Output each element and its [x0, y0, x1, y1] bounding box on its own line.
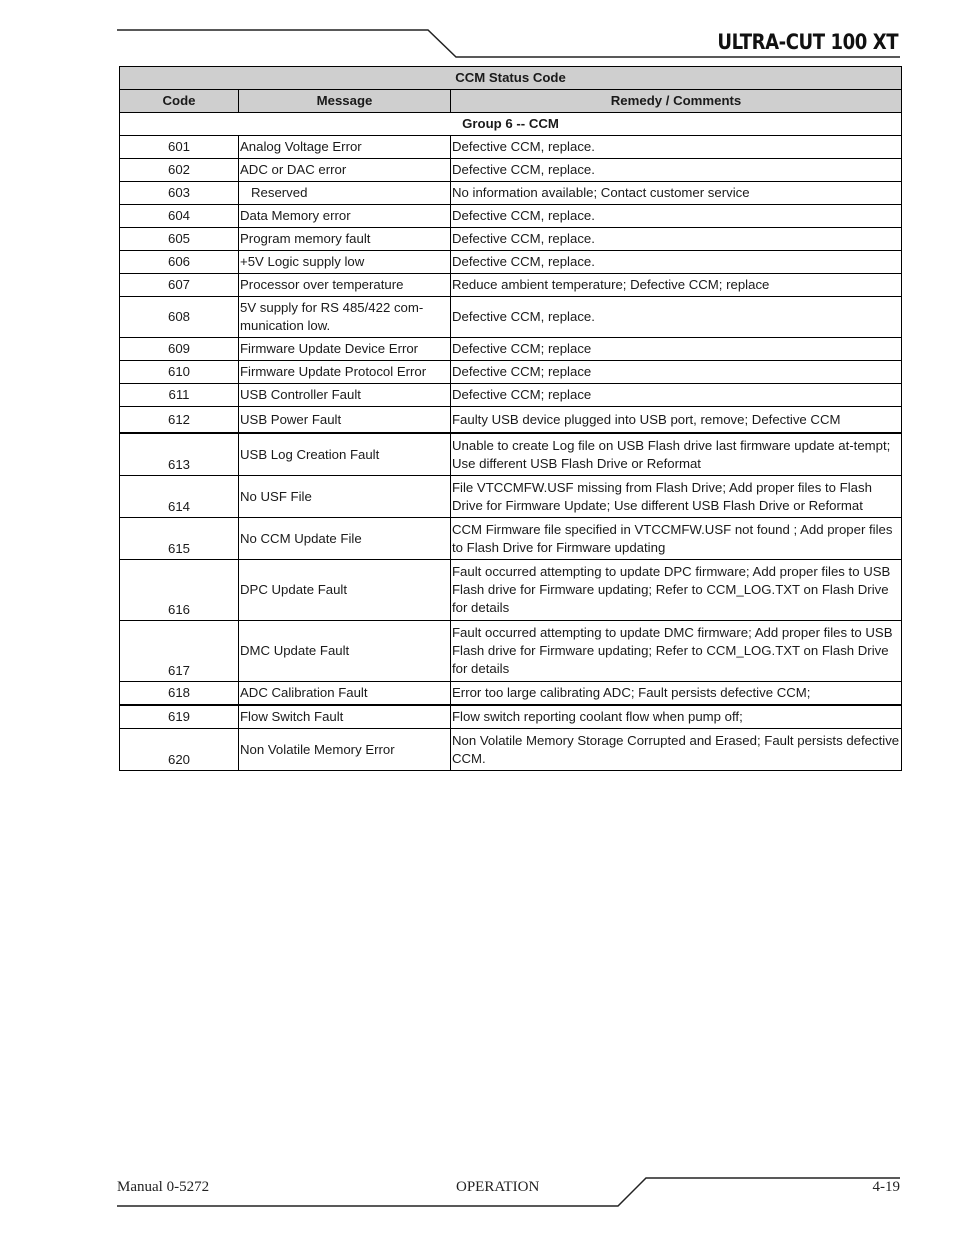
column-header-remedy: Remedy / Comments — [451, 90, 902, 113]
message-cell: ADC or DAC error — [239, 159, 451, 182]
code-cell: 605 — [120, 228, 239, 251]
message-cell: Processor over temperature — [239, 274, 451, 297]
group-label: Group 6 -- CCM — [120, 113, 902, 136]
table-row — [120, 705, 902, 729]
remedy-cell: Fault occurred attempting to update DMC firmware; Add proper files to USB Flash drive for Firmware updating; Refer to CCM_LOG.TXT on Flash Drive for details — [451, 621, 902, 682]
remedy-cell: Faulty USB device plugged into USB port, remove; Defective CCM — [451, 407, 902, 434]
code-cell: 616 — [120, 560, 239, 621]
remedy-cell: Defective CCM; replace — [451, 384, 902, 407]
remedy-cell: Error too large calibrating ADC; Fault persists defective CCM; — [451, 682, 902, 706]
product-title: ULTRA-CUT 100 XT — [717, 30, 898, 54]
table-row — [120, 433, 902, 476]
remedy-cell: Defective CCM; replace — [451, 338, 902, 361]
remedy-cell: Defective CCM, replace. — [451, 251, 902, 274]
manual-number: Manual 0-5272 — [117, 1179, 210, 1195]
code-cell: 612 — [120, 407, 239, 434]
message-cell: Reserved — [239, 182, 451, 205]
code-cell: 609 — [120, 338, 239, 361]
code-cell: 603 — [120, 182, 239, 205]
table-row — [120, 560, 902, 621]
message-cell: Analog Voltage Error — [239, 136, 451, 159]
message-cell: USB Controller Fault — [239, 384, 451, 407]
remedy-cell: CCM Firmware file specified in VTCCMFW.USF not found ; Add proper files to Flash Drive for Firmware updating — [451, 518, 902, 560]
remedy-cell: Defective CCM, replace. — [451, 136, 902, 159]
column-header-message: Message — [239, 90, 451, 113]
table-row — [120, 476, 902, 518]
table-row — [120, 361, 902, 384]
table-row — [120, 136, 902, 159]
remedy-cell: Fault occurred attempting to update DPC firmware; Add proper files to USB Flash drive for Firmware updating; Refer to CCM_LOG.TXT on Flash Drive for details — [451, 560, 902, 621]
table-row — [120, 682, 902, 706]
table-row — [120, 621, 902, 682]
table-title: CCM Status Code — [120, 67, 902, 90]
remedy-cell: Defective CCM; replace — [451, 361, 902, 384]
code-cell: 619 — [120, 705, 239, 729]
code-cell: 613 — [120, 433, 239, 476]
table-row — [120, 297, 902, 338]
remedy-cell: File VTCCMFW.USF missing from Flash Drive; Add proper files to Flash Drive for Firmware Update; Use different USB Flash Drive or Reformat — [451, 476, 902, 518]
remedy-cell: Defective CCM, replace. — [451, 228, 902, 251]
group-row — [120, 113, 902, 136]
message-cell: Firmware Update Device Error — [239, 338, 451, 361]
table-row — [120, 205, 902, 228]
page-number: 4-19 — [872, 1179, 900, 1195]
message-cell: ADC Calibration Fault — [239, 682, 451, 706]
remedy-cell: Unable to create Log file on USB Flash drive last firmware update at-tempt; Use different USB Flash Drive or Reformat — [451, 433, 902, 476]
code-cell: 601 — [120, 136, 239, 159]
table-row — [120, 274, 902, 297]
code-cell: 611 — [120, 384, 239, 407]
remedy-cell: Flow switch reporting coolant flow when pump off; — [451, 705, 902, 729]
message-cell: Firmware Update Protocol Error — [239, 361, 451, 384]
ccm-status-table — [119, 66, 902, 771]
table-title-row — [120, 67, 902, 90]
message-cell: Program memory fault — [239, 228, 451, 251]
remedy-cell: Defective CCM, replace. — [451, 159, 902, 182]
code-cell: 602 — [120, 159, 239, 182]
message-cell: +5V Logic supply low — [239, 251, 451, 274]
code-cell: 614 — [120, 476, 239, 518]
code-cell: 610 — [120, 361, 239, 384]
table-row — [120, 182, 902, 205]
code-cell: 606 — [120, 251, 239, 274]
column-header-code: Code — [120, 90, 239, 113]
remedy-cell: Non Volatile Memory Storage Corrupted and Erased; Fault persists defective CCM. — [451, 729, 902, 771]
remedy-cell: Defective CCM, replace. — [451, 205, 902, 228]
section-name: OPERATION — [456, 1179, 540, 1195]
remedy-cell: Reduce ambient temperature; Defective CCM; replace — [451, 274, 902, 297]
code-cell: 620 — [120, 729, 239, 771]
table-row — [120, 729, 902, 771]
code-cell: 608 — [120, 297, 239, 338]
code-cell: 615 — [120, 518, 239, 560]
code-cell: 604 — [120, 205, 239, 228]
message-cell: Non Volatile Memory Error — [239, 729, 451, 771]
table-row — [120, 159, 902, 182]
table-row — [120, 251, 902, 274]
message-cell: DMC Update Fault — [239, 621, 451, 682]
message-cell: USB Log Creation Fault — [239, 433, 451, 476]
message-cell: 5V supply for RS 485/422 com-munication low. — [239, 297, 451, 338]
code-cell: 607 — [120, 274, 239, 297]
table-row — [120, 384, 902, 407]
table-row — [120, 228, 902, 251]
message-cell: Flow Switch Fault — [239, 705, 451, 729]
code-cell: 618 — [120, 682, 239, 706]
code-cell: 617 — [120, 621, 239, 682]
message-cell: Data Memory error — [239, 205, 451, 228]
table-header-row — [120, 90, 902, 113]
remedy-cell: No information available; Contact customer service — [451, 182, 902, 205]
remedy-cell: Defective CCM, replace. — [451, 297, 902, 338]
table-row — [120, 518, 902, 560]
message-cell: No CCM Update File — [239, 518, 451, 560]
table-row — [120, 338, 902, 361]
table-row — [120, 407, 902, 434]
message-cell: DPC Update Fault — [239, 560, 451, 621]
message-cell: No USF File — [239, 476, 451, 518]
message-cell: USB Power Fault — [239, 407, 451, 434]
